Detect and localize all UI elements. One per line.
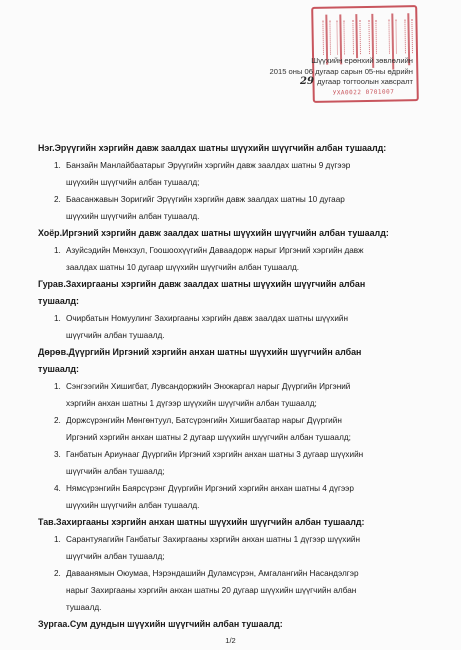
resolution-line-1: Шүүхийн ерөнхий зөвлөлийн — [311, 56, 413, 65]
handwritten-resolution-number: 29 — [300, 76, 314, 87]
list-number: 1. — [54, 382, 61, 391]
mongolian-script-column — [355, 14, 366, 58]
resolution-line-3 — [270, 77, 413, 88]
list-item-text: Ганбатын Ариунааг Дүүргийн Иргэний хэргийн анхан шатны 3 дугаар шүүхийн — [66, 450, 364, 459]
list-item-text: Банзайн Манлайбаатарыг Эрүүгийн хэргийн давж заалдах шатны 9 дүгээр — [66, 161, 351, 170]
list-number: 2. — [54, 195, 61, 204]
resolution-line-3-text: дугаар тогтоолын хавсралт — [317, 77, 413, 86]
section-heading-1: Нэг.Эрүүгийн хэргийн давж заалдах шатны шүүхийн шүүгчийн албан тушаалд: — [38, 143, 387, 153]
section-heading-line: Гурав.Захиргааны хэргийн давж заалдах шатны шүүхийн шүүгчийн албан — [38, 279, 366, 289]
list-item-text: Очирбатын Номуулинг Захиргааны хэргийн давж заалдах шатны шүүхийн — [66, 314, 349, 323]
list-item — [54, 446, 418, 480]
list-number: 2. — [54, 569, 61, 578]
list-item-text: хэргийн анхан шатны 1 дүгээр шүүхийн шүүгчийн албан тушаалд; — [66, 399, 317, 408]
list-item-text: Сарантуяагийн Ганбатыг Захиргааны хэргийн анхан шатны 1 дүгээр шүүхийн — [66, 535, 361, 544]
section-heading-line: Дөрөв.Дүүргийн Иргэний хэргийн анхан шатны шүүхийн шүүгчийн албан — [38, 347, 362, 357]
stamp-code: УХА0022 0701007 — [332, 88, 395, 97]
list-item — [54, 242, 418, 276]
section-heading-line: тушаалд: — [38, 364, 79, 374]
list-number: 1. — [54, 314, 61, 323]
list-item — [54, 531, 418, 565]
section-heading-6: Зургаа.Сум дундын шүүхийн шүүгчийн албан тушаалд: — [38, 619, 283, 629]
section-heading-5: Тав.Захиргааны хэргийн анхан шатны шүүхийн шүүгчийн албан тушаалд: — [38, 517, 365, 527]
section-heading-4 — [38, 344, 418, 378]
list-item — [54, 191, 418, 225]
list-item-text: шүүхийн шүүгчийн албан тушаалд. — [66, 212, 200, 221]
list-item-text: Баасанжавын Зоригийг Эрүүгийн хэргийн давж заалдах шатны 10 дугаар — [66, 195, 345, 204]
list-item-text: тушаалд. — [66, 603, 102, 612]
list-number: 2. — [54, 416, 61, 425]
list-number: 4. — [54, 484, 61, 493]
list-item-text: нарыг Захиргааны хэргийн анхан шатны 20 дугаар шүүхийн шүүгчийн албан — [66, 586, 357, 595]
resolution-header — [270, 56, 413, 88]
section-heading-line: тушаалд: — [38, 296, 79, 306]
list-number: 3. — [54, 450, 61, 459]
list-number: 1. — [54, 246, 61, 255]
list-item-text: Сэнгээгийн Хишигбат, Лувсандоржийн Энхжаргал нарыг Дүүргийн Иргэний — [66, 382, 351, 391]
section-heading-2: Хоёр.Иргэний хэргийн давж заалдах шатны шүүхийн шүүгчийн албан тушаалд: — [38, 228, 389, 238]
official-stamp — [311, 5, 419, 103]
list-number: 1. — [54, 535, 61, 544]
list-item-text: Доржсүрэнгийн Мөнгөнтуул, Батсүрэнгийн Хишигбаатар нарыг Дүүргийн — [66, 416, 342, 425]
list-item — [54, 480, 418, 514]
resolution-line-2: 2015 оны 06 дугаар сарын 05-ны өдрийн — [269, 66, 413, 76]
list-item-text: Нямсүрэнгийн Баярсүрэнг Дүүргийн Иргэний хэргийн анхан шатны 4 дүгээр — [66, 484, 354, 493]
page-number: 1/2 — [225, 636, 236, 645]
list-item — [54, 565, 418, 616]
list-item-text: шүүгчийн албан тушаалд. — [66, 331, 165, 340]
list-item-text: шүүхийн шүүгчийн албан тушаалд. — [66, 501, 200, 510]
list-item-text: Азуйсэдийн Мөнхзул, Гоошоохүүгийн Даваадорж нарыг Иргэний хэргийн давж — [66, 246, 364, 255]
list-item — [54, 378, 418, 412]
list-item — [54, 310, 418, 344]
list-item-text: Иргэний хэргийн анхан шатны 2 дугаар шүүхийн шүүгчийн албан тушаалд; — [66, 433, 351, 442]
list-item — [54, 412, 418, 446]
list-item — [54, 157, 418, 191]
list-item-text: Даваанямын Оюумаа, Нэрэндашийн Дуламсүрэн, Амгалангийн Насандэлгэр — [66, 569, 359, 578]
list-item-text: шүүхийн шүүгчийн албан тушаалд; — [66, 178, 200, 187]
list-item-text: шүүгчийн албан тушаалд; — [66, 552, 165, 561]
list-item-text: заалдах шатны 10 дугаар шүүхийн шүүгчийн албан тушаалд. — [66, 263, 300, 272]
section-heading-3 — [38, 276, 418, 310]
list-number: 1. — [54, 161, 61, 170]
list-item-text: шүүгчийн албан тушаалд; — [66, 467, 165, 476]
